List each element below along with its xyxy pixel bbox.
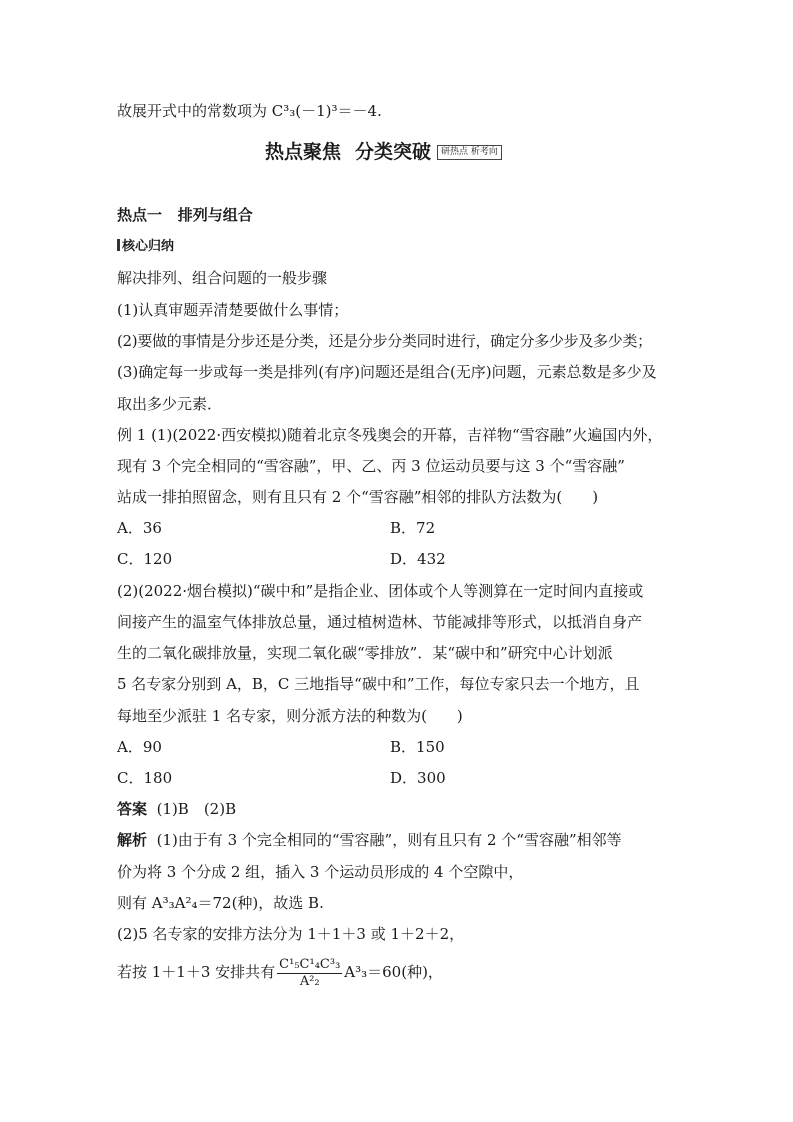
heading-tag: 研热点 析考向 — [437, 145, 502, 160]
answer-label: 答案 — [117, 800, 148, 818]
core-heading — [117, 237, 174, 257]
text-line: 例 1 (1)(2022·西安模拟)随着北京冬残奥会的开幕，吉祥物“雪容融”火遍国内外， — [117, 426, 663, 444]
topic-title — [117, 205, 253, 225]
heading-sub: 分类突破 — [355, 141, 432, 163]
option-b: B．72 — [390, 519, 436, 537]
text-line: 站成一排拍照留念，则有且只有 2 个“雪容融”相邻的排队方法数为( ) — [117, 488, 599, 506]
section-heading — [265, 137, 502, 164]
option-a: A．36 — [117, 519, 162, 537]
option-a: A．90 — [117, 738, 162, 756]
option-c: C．120 — [117, 550, 173, 568]
text-line: 5 名专家分别到 A，B，C 三地指导“碳中和”工作，每位专家只去一个地方，且 — [117, 675, 640, 693]
text-line: (3)确定每一步或每一类是排列(有序)问题还是组合(无序)问题，元素总数是多少及 — [117, 363, 657, 381]
text-line: 故展开式中的常数项为 C³₃(－1)³＝－4. — [117, 102, 382, 120]
formula-line — [117, 955, 443, 990]
fraction-denominator: A²₂ — [299, 973, 320, 989]
topic-label: 热点一 — [117, 206, 163, 224]
text-line: (2)5 名专家的安排方法分为 1＋1＋3 或 1＋2＋2， — [117, 925, 465, 943]
text-line: 则有 A³₃A²₄＝72(种)，故选 B. — [117, 894, 324, 912]
text-line: 解决排列、组合问题的一般步骤 — [117, 269, 328, 287]
answer-text: (1)B (2)B — [156, 800, 237, 818]
solution-label: 解析 — [117, 831, 148, 849]
text-line: 取出多少元素． — [117, 395, 223, 413]
heading-main: 热点聚焦 — [265, 141, 342, 163]
solution-line — [117, 830, 622, 850]
topic-name: 排列与组合 — [177, 206, 253, 224]
bar-icon — [117, 239, 120, 251]
text-line: (2)(2022·烟台模拟)“碳中和”是指企业、团体或个人等测算在一定时间内直接或 — [117, 582, 644, 600]
text-line: (2)要做的事情是分步还是分类，还是分步分类同时进行，确定分多少步及多少类； — [117, 332, 652, 350]
fraction — [277, 957, 342, 990]
option-d: D．300 — [390, 769, 446, 787]
text-line: 每地至少派驻 1 名专家，则分派方法的种数为( ) — [117, 707, 463, 725]
formula-suffix: A³₃＝60(种)， — [344, 963, 443, 981]
option-d: D．432 — [390, 550, 446, 568]
text-line: 现有 3 个完全相同的“雪容融”，甲、乙、丙 3 位运动员要与这 3 个“雪容融” — [117, 457, 625, 475]
text-line: (1)认真审题弄清楚要做什么事情； — [117, 301, 349, 319]
formula-prefix: 若按 1＋1＋3 安排共有 — [117, 963, 276, 981]
answer-line — [117, 799, 236, 819]
text-line: 间接产生的温室气体排放总量，通过植树造林、节能减排等形式，以抵消自身产 — [117, 613, 643, 631]
solution-text: (1)由于有 3 个完全相同的“雪容融”，则有且只有 2 个“雪容融”相邻等 — [156, 831, 622, 849]
text-line: 生的二氧化碳排放量，实现二氧化碳“零排放”．某“碳中和”研究中心计划派 — [117, 644, 613, 662]
option-c: C．180 — [117, 769, 173, 787]
fraction-numerator: C¹₅C¹₄C³₃ — [279, 956, 341, 972]
text-line: 价为将 3 个分成 2 组，插入 3 个运动员形成的 4 个空隙中， — [117, 863, 524, 881]
core-label: 核心归纳 — [122, 239, 175, 254]
option-b: B．150 — [390, 738, 445, 756]
